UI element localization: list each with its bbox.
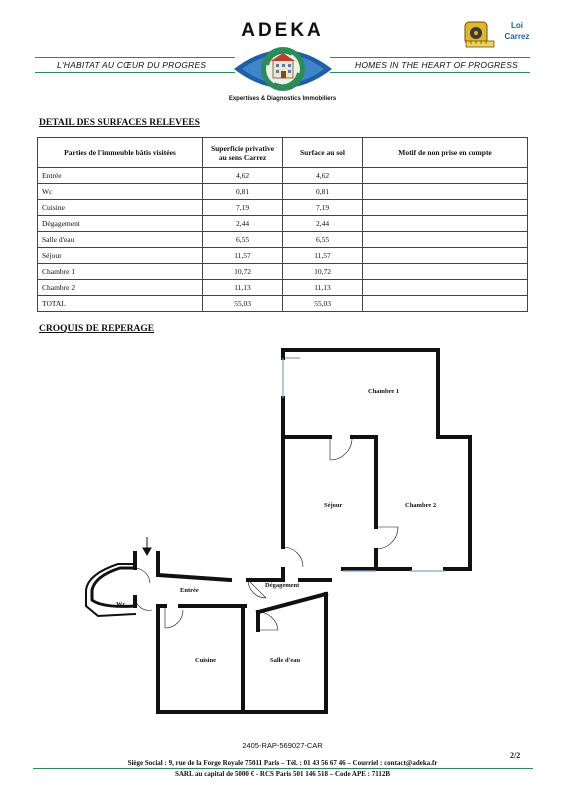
room-label-sejour: Séjour: [324, 502, 343, 509]
column-header: Superficie privative au sens Carrez: [203, 138, 283, 168]
room-label-wc: Wc: [116, 601, 126, 608]
room-label-chambre1: Chambre 1: [368, 388, 400, 395]
column-header: Surface au sol: [283, 138, 363, 168]
brand-name: ADEKA: [241, 20, 324, 41]
floor-area-cell: 55,03: [283, 296, 363, 312]
door-swing-wc: [135, 597, 152, 610]
door-swing-salle-eau: [258, 612, 278, 630]
room-label-salle-eau: Salle d'eau: [270, 657, 301, 664]
room-label-entree: Entrée: [180, 587, 199, 594]
room-name-cell: Cuisine: [38, 200, 203, 216]
floor-area-cell: 7,19: [283, 200, 363, 216]
floor-area-cell: 11,57: [283, 248, 363, 264]
room-name-cell: TOTAL: [38, 296, 203, 312]
carrez-cell: 2,44: [203, 216, 283, 232]
badge-line-1: Loi: [511, 21, 523, 30]
page-number: 2/2: [510, 751, 521, 760]
footer-legal: SARL au capital de 5000 € - RCS Paris 501 146 518 – Code APE : 7112B: [174, 770, 391, 778]
plan-section-title: CROQUIS DE REPERAGE: [39, 324, 155, 334]
wall-outer-east: [438, 437, 470, 569]
floor-area-cell: 0,81: [283, 184, 363, 200]
room-label-chambre2: Chambre 2: [405, 502, 437, 509]
carrez-cell: 55,03: [203, 296, 283, 312]
column-header: Parties de l'immeuble bâtis visitées: [38, 138, 203, 168]
tagline-left: L'HABITAT AU CŒUR DU PROGRES: [57, 60, 207, 70]
report-reference: 2405-RAP-569027-CAR: [242, 741, 323, 750]
floor-area-cell: 10,72: [283, 264, 363, 280]
room-name-cell: Salle d'eau: [38, 232, 203, 248]
footer-rule: [33, 768, 533, 769]
door-swing-degagement: [248, 580, 266, 598]
room-name-cell: Entrée: [38, 168, 203, 184]
carrez-cell: 7,19: [203, 200, 283, 216]
carrez-cell: 10,72: [203, 264, 283, 280]
badge-line-2: Carrez: [504, 32, 530, 41]
room-name-cell: Chambre 1: [38, 264, 203, 280]
column-header: Motif de non prise en compte: [363, 138, 528, 168]
door-swing-sejour-south: [283, 547, 303, 567]
carrez-cell: 11,13: [203, 280, 283, 296]
room-name-cell: Chambre 2: [38, 280, 203, 296]
surfaces-section-title: DETAIL DES SURFACES RELEVEES: [39, 118, 200, 128]
carrez-cell: 4,62: [203, 168, 283, 184]
wall-chambre1: [283, 350, 438, 437]
wall-degagement-diag: [258, 594, 326, 612]
room-name-cell: Wc: [38, 184, 203, 200]
floor-area-cell: 2,44: [283, 216, 363, 232]
floor-area-cell: 4,62: [283, 168, 363, 184]
door-swing-sejour: [330, 437, 352, 460]
floor-area-cell: 11,13: [283, 280, 363, 296]
room-name-cell: Dégagement: [38, 216, 203, 232]
carrez-cell: 6,55: [203, 232, 283, 248]
room-name-cell: Séjour: [38, 248, 203, 264]
door-swing-chambre2: [376, 527, 398, 549]
door-swing-cuisine: [165, 606, 183, 628]
expertise-subtitle: Expertises & Diagnostics Immobiliers: [228, 96, 337, 102]
door-swing-entree: [135, 568, 150, 583]
wall-cuisine-top: [158, 606, 245, 620]
carrez-cell: 0,81: [203, 184, 283, 200]
room-label-cuisine: Cuisine: [195, 657, 216, 664]
tagline-right: HOMES IN THE HEART OF PROGRESS: [355, 60, 518, 70]
entrance-arrow-icon: [143, 537, 151, 555]
carrez-cell: 11,57: [203, 248, 283, 264]
floor-area-cell: 6,55: [283, 232, 363, 248]
footer-address: Siège Social : 9, rue de la Forge Royale 75011 Paris – Tél. : 01 43 56 67 46 – Courriel : contact@adeka.fr: [127, 759, 438, 767]
room-label-degagement: Dégagement: [265, 582, 300, 589]
wall-corridor-north: [158, 553, 230, 580]
